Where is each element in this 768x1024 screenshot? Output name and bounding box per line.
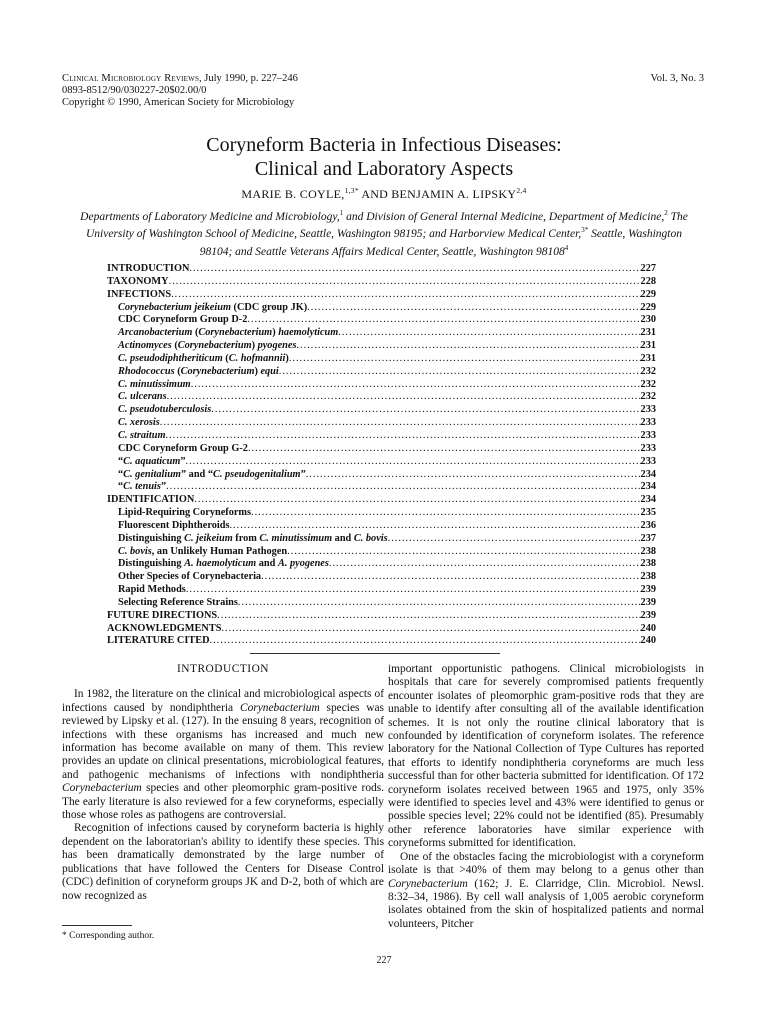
toc-entry-tenuis: [107, 481, 656, 494]
toc-page: 229: [640, 301, 656, 313]
body-column-left: [62, 663, 384, 903]
toc-entry-rhodococcus: [107, 366, 656, 379]
toc-label: C. ulcerans: [118, 391, 167, 403]
toc-page: 231: [640, 352, 656, 364]
toc-entry-distinguishing-jeikeium: [107, 533, 656, 546]
toc-entry-reference-strains: [107, 597, 656, 610]
paragraph: In 1982, the literature on the clinical and microbiological aspects of infections caused by nondiphtheria Corynebacterium species was reviewed by Lipsky et al. (127). In the ensuing 8 years, recognition of infections with these organisms has increased and much new information has become available on many of them. This review provides an update on clinical presentations, microbiological features, and pathogenic mechanisms of infections with nondiphtheria Corynebacterium species and other pleomorphic gram-positive rods. The early literature is also reviewed for a few coryneforms, especially those whose roles as pathogens are controversial.: [62, 688, 384, 822]
toc-entry-aquaticum: [107, 456, 656, 469]
section-divider: [250, 653, 500, 654]
toc-label: INFECTIONS: [107, 288, 172, 300]
journal-citation: , July 1990, p. 227–246: [199, 73, 298, 84]
toc-entry-lipid: [107, 507, 656, 520]
toc-label: C. pseudotuberculosis: [118, 404, 212, 416]
toc-entry-xerosis: [107, 417, 656, 430]
toc-page: 233: [640, 429, 656, 441]
toc-label: Corynebacterium jeikeium (CDC group JK): [118, 301, 308, 313]
toc-entry-rapid-methods: [107, 584, 656, 597]
title-line-1: Coryneform Bacteria in Infectious Diseases:: [206, 134, 562, 156]
paragraph: One of the obstacles facing the microbiologist with a coryneform isolate is that >40% of them may belong to a genus other than Corynebacterium (162; J. E. Clarridge, Clin. Microbiol. Newsl. 8:32–34, 1986). By cell wall analysis of 1,005 aerobic coryneform isolates obtained from the skin of hospitalized patients and normal volunteers, Pitcher: [388, 850, 704, 930]
toc-page: 238: [640, 558, 656, 570]
toc-entry-ulcerans: [107, 391, 656, 404]
toc-entry-literature: [107, 635, 656, 648]
toc-label: Lipid-Requiring Coryneforms: [118, 507, 252, 519]
paragraph: Recognition of infections caused by coryneform bacteria is highly dependent on the laboratorian's ability to identify these species. This has been dramatically demonstrated by the large number of publications that have followed the Centers for Disease Control (CDC) definition of coryneform groups JK and D-2, both of which are now recognized as: [62, 822, 384, 902]
toc-page: 231: [640, 327, 656, 339]
section-heading-introduction: INTRODUCTION: [176, 663, 270, 675]
toc-label: Rapid Methods: [118, 584, 186, 596]
toc-label: CDC Coryneform Group G-2: [118, 442, 248, 454]
toc-label: “C. aquaticum”: [118, 455, 186, 467]
toc-label: IDENTIFICATION: [107, 494, 195, 506]
toc-page: 240: [640, 622, 656, 634]
toc-page: 239: [640, 584, 656, 596]
author-coyle-affil: 1,3*: [344, 186, 359, 195]
toc-label: FUTURE DIRECTIONS: [107, 609, 218, 621]
toc-entry-taxonomy: [107, 276, 656, 289]
author-lipsky-affil: 2,4: [516, 186, 527, 195]
affil-sup: 3*: [581, 226, 589, 235]
affil-text: and Division of General Internal Medicine, Department of Medicine,: [343, 210, 665, 223]
toc-page: 239: [640, 609, 656, 621]
toc-entry-fluorescent: [107, 520, 656, 533]
toc-page: 240: [640, 635, 656, 647]
toc-label: LITERATURE CITED: [107, 635, 210, 647]
toc-entry-g2: [107, 443, 656, 456]
toc-entry-actinomyces: [107, 340, 656, 353]
author-line: [0, 184, 768, 201]
toc-page: 234: [640, 481, 656, 493]
toc-label: Distinguishing C. jeikeium from C. minutissimum and C. bovis: [118, 532, 388, 544]
article-title: [0, 133, 768, 181]
page-number: 227: [376, 955, 392, 966]
toc-entry-other-species: [107, 571, 656, 584]
volume-issue: Vol. 3, No. 3: [650, 73, 704, 84]
toc-label: ACKNOWLEDGMENTS: [107, 622, 222, 634]
toc-label: Fluorescent Diphtheroids: [118, 519, 230, 531]
toc-page: 228: [640, 275, 656, 287]
toc-entry-genitalium: [107, 469, 656, 482]
toc-page: 237: [640, 532, 656, 544]
affil-text: Seattle, Washington 98104; and Seattle Veterans Affairs Medical Center, Seattle, Washington 98108: [199, 228, 682, 258]
toc-label: INTRODUCTION: [107, 263, 190, 274]
toc-page: 235: [640, 507, 656, 519]
toc-label: Actinomyces (Corynebacterium) pyogenes: [118, 340, 297, 352]
toc-label: C. xerosis: [118, 417, 160, 429]
title-line-2: Clinical and Laboratory Aspects: [254, 158, 514, 180]
toc-entry-bovis: [107, 546, 656, 559]
toc-entry-straitum: [107, 430, 656, 443]
toc-label: Other Species of Corynebacteria: [118, 571, 262, 583]
toc-entry-identification: [107, 494, 656, 507]
toc-page: 231: [640, 340, 656, 352]
toc-page: 232: [640, 391, 656, 403]
toc-label: C. bovis, an Unlikely Human Pathogen: [118, 545, 288, 557]
toc-entry-arcanobacterium: [107, 327, 656, 340]
affiliations: [78, 207, 690, 259]
toc-page: 233: [640, 417, 656, 429]
affil-sup: 1: [339, 209, 344, 217]
toc-page: 238: [640, 571, 656, 583]
affil-text: The University of Washington School of Medicine, Seattle, Washington 98195; and Harborview Medical Center,: [86, 210, 688, 241]
toc-entry-jeikeium: [107, 302, 656, 315]
toc-entry-minutissimum: [107, 379, 656, 392]
toc-label: Distinguishing A. haemolyticum and A. pyogenes: [118, 558, 329, 570]
paragraph: important opportunistic pathogens. Clinical microbiologists in hospitals that care for severely compromised patients frequently encounter isolates of pleomorphic gram-positive rods that they are unable to identify after consulting all of the available identification schemes. It is not only the routine clinical laboratory that is confounded by identification of coryneform isolates. The reference laboratory for the National Collection of Type Cultures has reported that efforts to identify nondiphtheria coryneforms are much less successful than for other bacteria submitted for identification. Of 172 coryneform isolates received between 1965 and 1975, only 35% were identified to species level and 43% were identified to genus or possible species level; 22% could not be identified (85). Presumably other reference laboratories have similar experience with coryneforms submitted for identification.: [388, 663, 704, 850]
toc-page: 236: [640, 519, 656, 531]
toc-page: 230: [640, 314, 656, 326]
toc-page: 233: [640, 442, 656, 454]
toc-entry-pseudodiphtheriticum: [107, 353, 656, 366]
toc-label: C. minutissimum: [118, 378, 191, 390]
toc-label: Arcanobacterium (Corynebacterium) haemolyticum: [118, 327, 339, 339]
affil-sup: 4: [564, 243, 569, 252]
footnote-rule: [62, 925, 132, 926]
article-code: 0893-8512/90/030227-20$02.00/0: [62, 85, 207, 96]
toc-page: 227: [640, 263, 656, 274]
toc-page: 232: [640, 378, 656, 390]
toc-page: 238: [640, 545, 656, 557]
toc-entry-acknowledgments: [107, 623, 656, 636]
toc-page: 232: [640, 365, 656, 377]
toc-page: 234: [640, 468, 656, 480]
journal-header: [62, 73, 704, 109]
toc-label: C. straitum: [118, 429, 166, 441]
toc-entry-d2: [107, 314, 656, 327]
toc-label: TAXONOMY: [107, 275, 169, 287]
toc-label: C. pseudodiphtheriticum (C. hofmannii): [118, 352, 289, 364]
author-conjunction: AND: [358, 187, 392, 201]
toc-label: “C. tenuis”: [118, 481, 167, 493]
toc-page: 234: [640, 494, 656, 506]
toc-page: 239: [640, 596, 656, 608]
journal-name: Clinical Microbiology Reviews: [62, 73, 200, 84]
author-lipsky: BENJAMIN A. LIPSKY: [391, 187, 517, 201]
toc-page: 233: [640, 404, 656, 416]
affil-text: Departments of Laboratory Medicine and Microbiology,: [80, 210, 340, 223]
toc-entry-pseudotuberculosis: [107, 404, 656, 417]
body-column-right: [388, 663, 704, 931]
toc-label: “C. genitalium” and “C. pseudogenitalium”: [118, 468, 306, 480]
table-of-contents: [107, 263, 656, 648]
toc-label: Selecting Reference Strains: [118, 596, 238, 608]
copyright-line: Copyright © 1990, American Society for Microbiology: [62, 97, 295, 108]
toc-entry-future: [107, 610, 656, 623]
author-coyle: MARIE B. COYLE,: [241, 187, 345, 201]
toc-entry-distinguishing-haemolyticum: [107, 558, 656, 571]
toc-page: 233: [640, 455, 656, 467]
affil-sup: 2: [664, 209, 668, 217]
toc-page: 229: [640, 288, 656, 300]
toc-label: Rhodococcus (Corynebacterium) equi: [118, 365, 279, 377]
toc-entry-introduction: [107, 263, 656, 276]
toc-entry-infections: [107, 289, 656, 302]
footnote: * Corresponding author.: [62, 931, 155, 941]
toc-label: CDC Coryneform Group D-2: [118, 314, 248, 326]
